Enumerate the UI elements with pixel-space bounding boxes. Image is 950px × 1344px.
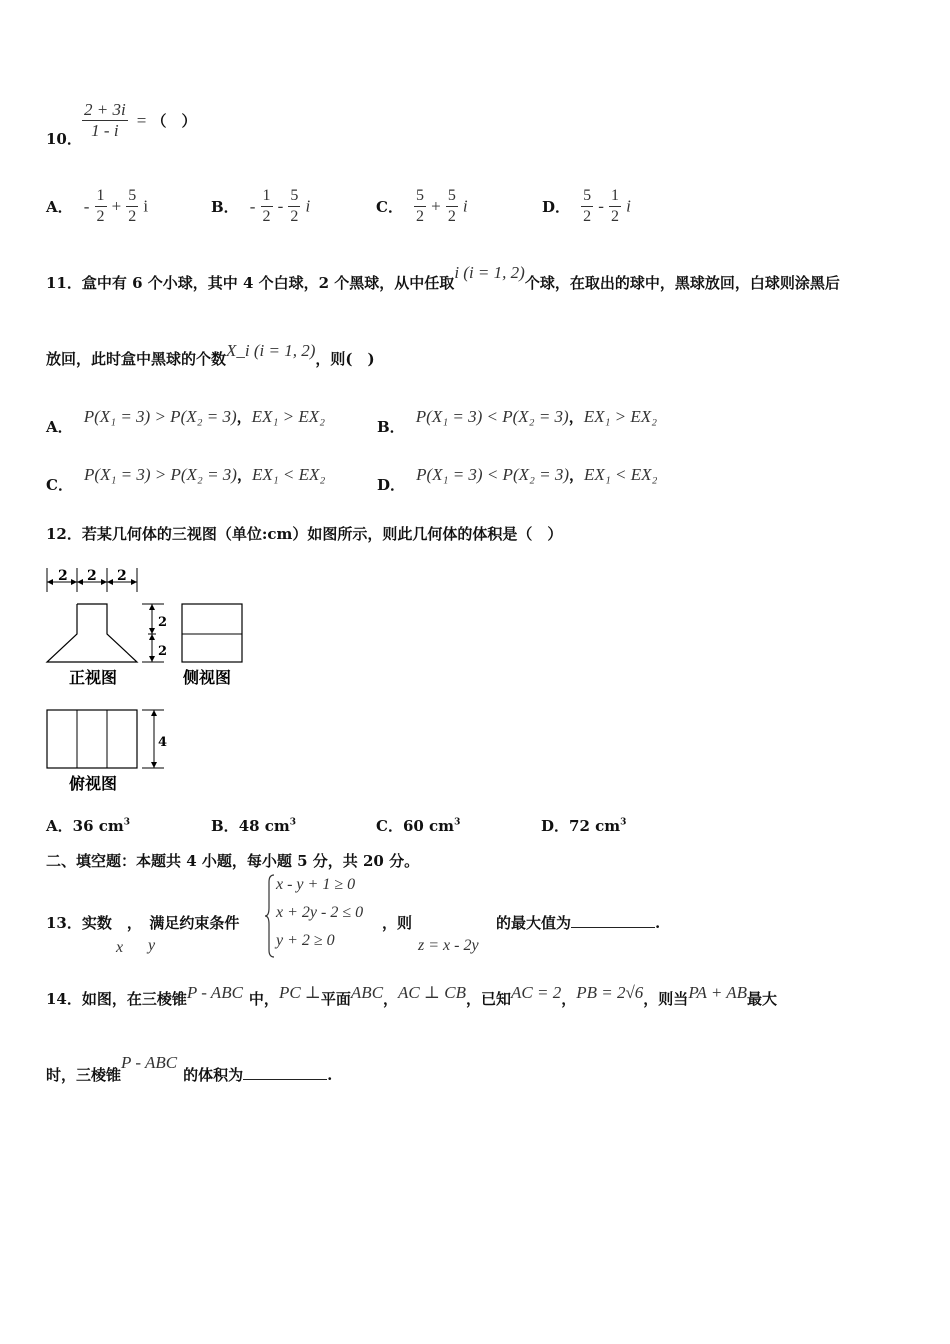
- option-value: 60 cm: [402, 817, 455, 835]
- q10-option-c[interactable]: [376, 186, 468, 227]
- option-value: 36 cm: [72, 817, 124, 835]
- q13-constraint-3: y + 2 ≥ 0: [276, 932, 335, 949]
- option-label: D．: [377, 476, 406, 494]
- imag-unit: i: [305, 196, 311, 216]
- q14-line1: [46, 983, 778, 1009]
- q14-math: PA + AB: [688, 983, 748, 1002]
- q13-var-x: x: [116, 939, 124, 956]
- option-sign: -: [249, 196, 256, 216]
- option-op: +: [111, 196, 122, 216]
- unit-exponent: 3: [620, 817, 627, 828]
- dim-side-1: 2: [158, 615, 168, 630]
- q14-text: 中，: [248, 990, 279, 1008]
- option-label: B．: [211, 198, 239, 216]
- q11-text-a: 11．盒中有 6 个小球，其中 4 个白球，2 个黑球，从中任取: [46, 274, 455, 292]
- q11-line2: [46, 341, 375, 369]
- q13-constraint-1: x - y + 1 ≥ 0: [276, 876, 356, 893]
- option-prob: P(X₁ = 3) > P(X₂ = 3): [84, 465, 237, 484]
- q14-text: ，已知: [465, 990, 511, 1008]
- q13-tail: [496, 912, 660, 933]
- top-view-label: 俯视图: [69, 774, 118, 793]
- q11-math-i: i (i = 1, 2): [454, 263, 525, 282]
- q12-option-b[interactable]: [211, 815, 296, 836]
- side-view-rect: [182, 604, 242, 662]
- q14-math: AC ⊥ CB: [398, 983, 466, 1002]
- section-heading: 二、填空题：本题共 4 小题，每小题 5 分，共 20 分。: [46, 852, 420, 870]
- option-label: D．: [541, 817, 570, 835]
- q11-line1: [46, 263, 840, 293]
- frac-den: 2: [262, 208, 271, 225]
- imag-unit: i: [462, 196, 468, 216]
- q11-option-a[interactable]: A． P(X₁ = 3) > P(X₂ = 3)，EX₁ > EX₂: [46, 407, 326, 436]
- imag-unit: i: [626, 196, 631, 216]
- q14-text: 的体积为: [183, 1066, 244, 1084]
- frac-num: 1: [95, 186, 107, 207]
- option-label: C．: [46, 476, 73, 494]
- unit-exponent: 3: [289, 817, 297, 828]
- q11-option-b[interactable]: B． P(X₁ = 3) < P(X₂ = 3)，EX₁ > EX₂: [377, 407, 658, 436]
- frac-num: 1: [609, 186, 621, 207]
- option-value: 48 cm: [238, 817, 290, 835]
- q12-option-d[interactable]: [541, 815, 626, 836]
- q13-then: ，则: [382, 914, 413, 932]
- option-expect: EX₁ > EX₂: [583, 407, 658, 426]
- frac-den: 2: [96, 208, 105, 225]
- q11-option-d[interactable]: D． P(X₁ = 3) < P(X₂ = 3)，EX₁ < EX₂: [377, 465, 658, 494]
- q13-text: 13．实数 ， 满足约束条件: [46, 914, 240, 932]
- q13-period: .: [655, 914, 661, 932]
- option-sign: -: [83, 196, 90, 216]
- frac-num: 5: [581, 186, 593, 207]
- frac-den: 2: [447, 208, 456, 225]
- q12-option-c[interactable]: [376, 815, 460, 836]
- option-expect: EX₁ < EX₂: [584, 465, 658, 484]
- option-expect: EX₁ < EX₂: [251, 465, 326, 484]
- option-label: A．: [46, 817, 73, 835]
- q10-denominator: 1 - i: [91, 121, 119, 140]
- frac-num: 5: [288, 186, 300, 207]
- frac-den: 2: [583, 208, 592, 225]
- frac-den: 2: [610, 208, 619, 225]
- q14-math: ABC: [350, 983, 384, 1002]
- answer-blank[interactable]: [243, 1065, 327, 1080]
- answer-blank[interactable]: [571, 913, 655, 928]
- q11-option-c[interactable]: C． P(X₁ = 3) > P(X₂ = 3)，EX₁ < EX₂: [46, 465, 326, 494]
- option-expect: EX₁ > EX₂: [251, 407, 326, 426]
- q11-text-b: 个球，在取出的球中，黑球放回，白球则涂黑后: [524, 274, 840, 292]
- q12-text: 12．若某几何体的三视图（单位:cm）如图所示，则此几何体的体积是（ ）: [46, 525, 563, 543]
- dim-top-2: 2: [87, 568, 97, 584]
- q14-line2: [46, 1053, 333, 1085]
- unit-exponent: 3: [123, 817, 131, 828]
- frac-den: 2: [416, 208, 425, 225]
- frac-num: 5: [126, 186, 138, 207]
- q14-math: PC ⊥: [278, 983, 321, 1002]
- q13-var-y: y: [148, 937, 156, 954]
- option-label: B．: [377, 418, 405, 436]
- option-label: D．: [542, 198, 571, 216]
- option-prob: P(X₁ = 3) < P(X₂ = 3): [416, 465, 570, 484]
- option-prob: P(X₁ = 3) > P(X₂ = 3): [83, 407, 237, 426]
- option-op: +: [431, 196, 441, 216]
- q10-expression: [82, 100, 197, 141]
- option-prob: P(X₁ = 3) < P(X₂ = 3): [415, 407, 569, 426]
- q10-number: 10．: [46, 130, 82, 148]
- q10-option-b[interactable]: [211, 186, 310, 227]
- q10-paren: （ ）: [151, 112, 197, 130]
- option-label: B．: [211, 817, 239, 835]
- dim-top-3: 2: [117, 568, 127, 584]
- option-label: A．: [46, 418, 73, 436]
- q14-text: 最大: [747, 990, 778, 1008]
- frac-num: 1: [261, 186, 273, 207]
- dim-side-2: 2: [158, 644, 168, 659]
- q10-option-d[interactable]: [542, 186, 631, 227]
- q13-objective: z = x - 2y: [418, 937, 479, 954]
- q14-math: PB = 2√6: [576, 983, 644, 1002]
- unit-exponent: 3: [454, 817, 461, 828]
- q13-post: 的最大值为: [496, 914, 572, 932]
- q14-math: P - ABC: [186, 983, 243, 1002]
- q14-text: 平面: [320, 990, 351, 1008]
- side-view-label: 侧视图: [183, 668, 232, 687]
- q14-math: AC = 2: [511, 983, 562, 1002]
- q10-numerator: 2 + 3i: [84, 100, 126, 119]
- q12-option-a[interactable]: [46, 815, 130, 836]
- q10-option-a[interactable]: [46, 186, 148, 227]
- q14-period: .: [327, 1066, 333, 1084]
- brace-icon: [264, 874, 276, 958]
- frac-den: 2: [290, 208, 299, 225]
- option-label: C．: [376, 198, 403, 216]
- frac-num: 5: [414, 186, 426, 207]
- imag-unit: i: [143, 196, 149, 216]
- q14-math: P - ABC: [121, 1053, 178, 1072]
- option-op: -: [277, 196, 284, 216]
- front-view-label: 正视图: [69, 668, 118, 687]
- q11-math-xi: X_i (i = 1, 2): [226, 341, 316, 360]
- q11-text-c: 放回，此时盒中黑球的个数: [46, 350, 227, 368]
- q14-text: ，: [561, 990, 577, 1008]
- option-value: 72 cm: [569, 817, 621, 835]
- top-view-rect: [47, 710, 137, 768]
- dim-top-1: 2: [58, 568, 68, 584]
- q14-pre: 14．如图，在三棱锥: [46, 990, 187, 1008]
- option-label: A．: [46, 198, 73, 216]
- q14-text: ，: [383, 990, 399, 1008]
- frac-num: 5: [446, 186, 458, 207]
- option-op: -: [598, 196, 604, 216]
- q11-text-d: ，则( ): [315, 350, 375, 368]
- frac-den: 2: [128, 208, 137, 225]
- dim-bottom: 4: [158, 735, 168, 750]
- q13-constraint-2: x + 2y - 2 ≤ 0: [276, 904, 364, 921]
- q14-text: 时，三棱锥: [46, 1066, 122, 1084]
- three-view-figure: [40, 562, 260, 794]
- front-view-shape: [47, 604, 137, 662]
- q14-text: ，则当: [643, 990, 689, 1008]
- option-label: C．: [376, 817, 403, 835]
- q10-equals: =: [136, 110, 147, 130]
